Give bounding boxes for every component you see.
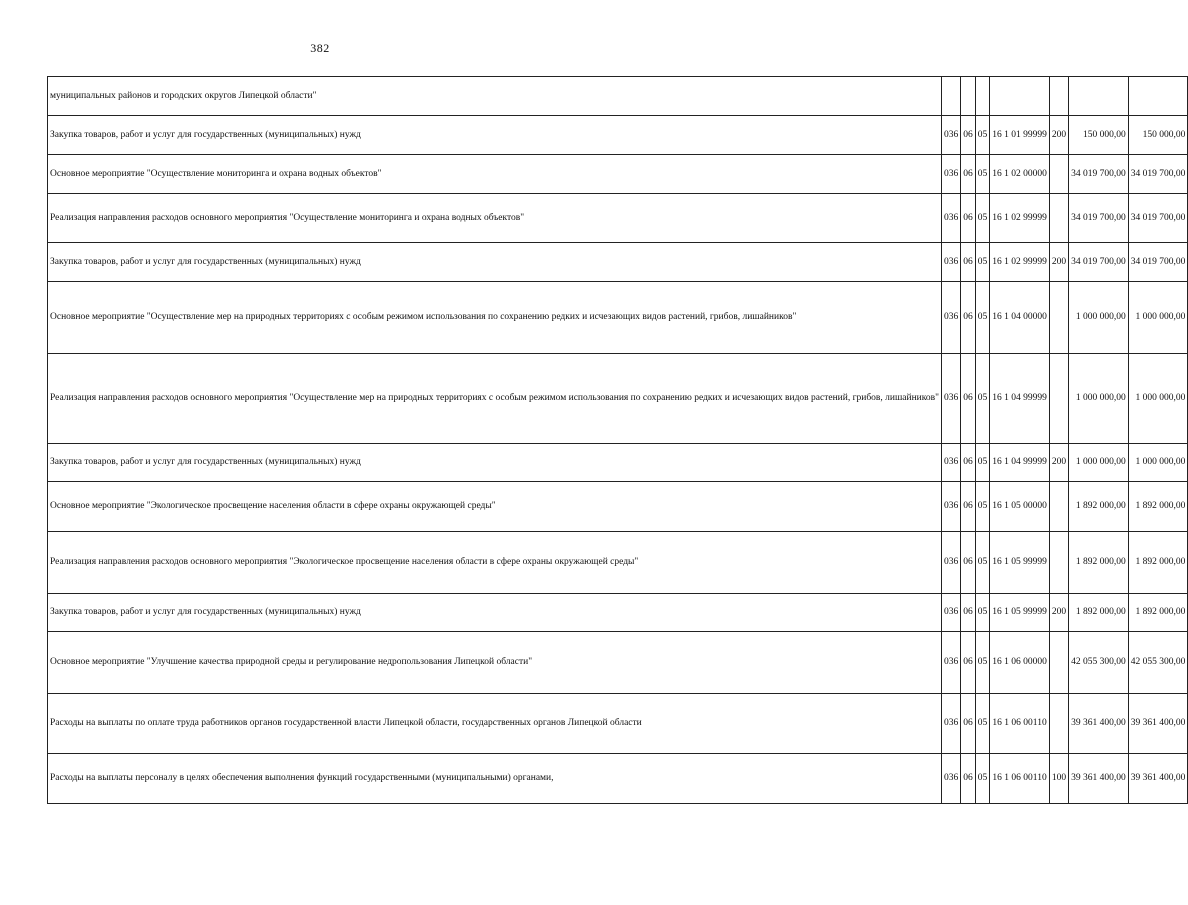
cell-ministry-code: 036	[942, 532, 961, 594]
cell-target-article: 16 1 06 00110	[990, 754, 1050, 804]
cell-ministry-code: 036	[942, 354, 961, 444]
cell-subsection: 05	[975, 155, 990, 194]
cell-amount-2: 39 361 400,00	[1128, 694, 1188, 754]
cell-ministry-code: 036	[942, 754, 961, 804]
cell-expense-type: 200	[1049, 594, 1068, 632]
cell-expense-type	[1049, 282, 1068, 354]
cell-target-article	[990, 77, 1050, 116]
cell-section: 06	[961, 632, 976, 694]
cell-section: 06	[961, 694, 976, 754]
cell-subsection: 05	[975, 116, 990, 155]
cell-amount-2: 1 892 000,00	[1128, 482, 1188, 532]
table-row	[48, 194, 1188, 243]
page-number: 382	[310, 41, 330, 55]
cell-amount-2: 34 019 700,00	[1128, 155, 1188, 194]
cell-amount-2: 42 055 300,00	[1128, 632, 1188, 694]
cell-amount-1: 39 361 400,00	[1069, 754, 1129, 804]
cell-target-article: 16 1 04 00000	[990, 282, 1050, 354]
cell-target-article: 16 1 05 00000	[990, 482, 1050, 532]
cell-target-article: 16 1 04 99999	[990, 354, 1050, 444]
cell-subsection: 05	[975, 632, 990, 694]
cell-section: 06	[961, 532, 976, 594]
cell-subsection: 05	[975, 243, 990, 282]
cell-amount-1: 1 892 000,00	[1069, 532, 1129, 594]
cell-expense-type: 200	[1049, 116, 1068, 155]
cell-ministry-code: 036	[942, 116, 961, 155]
table-row	[48, 282, 1188, 354]
cell-subsection: 05	[975, 754, 990, 804]
cell-subsection: 05	[975, 194, 990, 243]
cell-amount-1: 34 019 700,00	[1069, 243, 1129, 282]
cell-amount-1: 150 000,00	[1069, 116, 1129, 155]
row-description: Основное мероприятие "Экологическое просвещение населения области в сфере охраны окружающей среды"	[48, 482, 942, 532]
row-description: Реализация направления расходов основного мероприятия "Экологическое просвещение населения области в сфере охраны окружающей среды"	[48, 532, 942, 594]
cell-target-article: 16 1 02 99999	[990, 194, 1050, 243]
cell-expense-type	[1049, 694, 1068, 754]
cell-expense-type: 100	[1049, 754, 1068, 804]
row-description: Основное мероприятие "Осуществление мер на природных территориях с особым режимом использования по сохранению редких и исчезающих видов растений, грибов, лишайников"	[48, 282, 942, 354]
cell-amount-2	[1128, 77, 1188, 116]
cell-amount-2: 1 000 000,00	[1128, 282, 1188, 354]
cell-ministry-code: 036	[942, 444, 961, 482]
table-row	[48, 694, 1188, 754]
cell-expense-type	[1049, 155, 1068, 194]
table-row	[48, 243, 1188, 282]
cell-section: 06	[961, 444, 976, 482]
cell-amount-1: 39 361 400,00	[1069, 694, 1129, 754]
cell-expense-type	[1049, 632, 1068, 694]
cell-ministry-code: 036	[942, 282, 961, 354]
cell-section: 06	[961, 282, 976, 354]
row-description: Расходы на выплаты по оплате труда работников органов государственной власти Липецкой области, государственных органов Липецкой области	[48, 694, 942, 754]
cell-amount-1: 42 055 300,00	[1069, 632, 1129, 694]
cell-target-article: 16 1 02 00000	[990, 155, 1050, 194]
row-description: Закупка товаров, работ и услуг для государственных (муниципальных) нужд	[48, 594, 942, 632]
cell-amount-2: 34 019 700,00	[1128, 194, 1188, 243]
cell-expense-type	[1049, 194, 1068, 243]
row-description: Основное мероприятие "Осуществление мониторинга и охрана водных объектов"	[48, 155, 942, 194]
cell-section: 06	[961, 243, 976, 282]
cell-subsection: 05	[975, 354, 990, 444]
cell-section: 06	[961, 116, 976, 155]
cell-amount-1	[1069, 77, 1129, 116]
cell-ministry-code	[942, 77, 961, 116]
row-description: Закупка товаров, работ и услуг для государственных (муниципальных) нужд	[48, 116, 942, 155]
cell-section: 06	[961, 194, 976, 243]
cell-subsection: 05	[975, 594, 990, 632]
cell-amount-2: 34 019 700,00	[1128, 243, 1188, 282]
cell-ministry-code: 036	[942, 155, 961, 194]
cell-ministry-code: 036	[942, 194, 961, 243]
cell-ministry-code: 036	[942, 694, 961, 754]
cell-amount-2: 1 000 000,00	[1128, 354, 1188, 444]
cell-expense-type	[1049, 354, 1068, 444]
cell-amount-1: 1 000 000,00	[1069, 354, 1129, 444]
cell-target-article: 16 1 05 99999	[990, 532, 1050, 594]
cell-target-article: 16 1 06 00000	[990, 632, 1050, 694]
cell-ministry-code: 036	[942, 243, 961, 282]
cell-section: 06	[961, 155, 976, 194]
cell-target-article: 16 1 01 99999	[990, 116, 1050, 155]
cell-subsection	[975, 77, 990, 116]
table-row	[48, 754, 1188, 804]
table-row	[48, 354, 1188, 444]
budget-table-body	[48, 77, 1188, 804]
cell-amount-1: 1 000 000,00	[1069, 282, 1129, 354]
cell-expense-type	[1049, 77, 1068, 116]
cell-section	[961, 77, 976, 116]
row-description: Расходы на выплаты персоналу в целях обеспечения выполнения функций государственными (муниципальными) органами,	[48, 754, 942, 804]
cell-subsection: 05	[975, 694, 990, 754]
cell-ministry-code: 036	[942, 594, 961, 632]
cell-amount-1: 34 019 700,00	[1069, 194, 1129, 243]
table-row	[48, 444, 1188, 482]
cell-ministry-code: 036	[942, 632, 961, 694]
cell-target-article: 16 1 06 00110	[990, 694, 1050, 754]
cell-expense-type: 200	[1049, 243, 1068, 282]
cell-amount-1: 34 019 700,00	[1069, 155, 1129, 194]
row-description: Закупка товаров, работ и услуг для государственных (муниципальных) нужд	[48, 444, 942, 482]
cell-amount-2: 1 000 000,00	[1128, 444, 1188, 482]
cell-expense-type	[1049, 532, 1068, 594]
table-row	[48, 594, 1188, 632]
table-row	[48, 482, 1188, 532]
table-row	[48, 155, 1188, 194]
table-row	[48, 532, 1188, 594]
cell-section: 06	[961, 754, 976, 804]
table-row	[48, 632, 1188, 694]
cell-amount-1: 1 000 000,00	[1069, 444, 1129, 482]
cell-section: 06	[961, 354, 976, 444]
row-description: Основное мероприятие "Улучшение качества природной среды и регулирование недропользования Липецкой области"	[48, 632, 942, 694]
cell-expense-type	[1049, 482, 1068, 532]
cell-amount-1: 1 892 000,00	[1069, 482, 1129, 532]
cell-amount-2: 1 892 000,00	[1128, 594, 1188, 632]
table-row	[48, 116, 1188, 155]
table-row	[48, 77, 1188, 116]
cell-target-article: 16 1 05 99999	[990, 594, 1050, 632]
cell-subsection: 05	[975, 482, 990, 532]
cell-target-article: 16 1 04 99999	[990, 444, 1050, 482]
cell-amount-2: 39 361 400,00	[1128, 754, 1188, 804]
row-description: Закупка товаров, работ и услуг для государственных (муниципальных) нужд	[48, 243, 942, 282]
budget-table	[47, 76, 1188, 804]
cell-subsection: 05	[975, 444, 990, 482]
row-description: Реализация направления расходов основного мероприятия "Осуществление мер на природных территориях с особым режимом использования по сохранению редких и исчезающих видов растений, грибов, лишайников"	[48, 354, 942, 444]
row-description: муниципальных районов и городских округов Липецкой области"	[48, 77, 942, 116]
cell-amount-2: 150 000,00	[1128, 116, 1188, 155]
cell-subsection: 05	[975, 282, 990, 354]
cell-amount-2: 1 892 000,00	[1128, 532, 1188, 594]
cell-subsection: 05	[975, 532, 990, 594]
cell-amount-1: 1 892 000,00	[1069, 594, 1129, 632]
cell-expense-type: 200	[1049, 444, 1068, 482]
cell-section: 06	[961, 482, 976, 532]
cell-section: 06	[961, 594, 976, 632]
row-description: Реализация направления расходов основного мероприятия "Осуществление мониторинга и охрана водных объектов"	[48, 194, 942, 243]
cell-ministry-code: 036	[942, 482, 961, 532]
cell-target-article: 16 1 02 99999	[990, 243, 1050, 282]
